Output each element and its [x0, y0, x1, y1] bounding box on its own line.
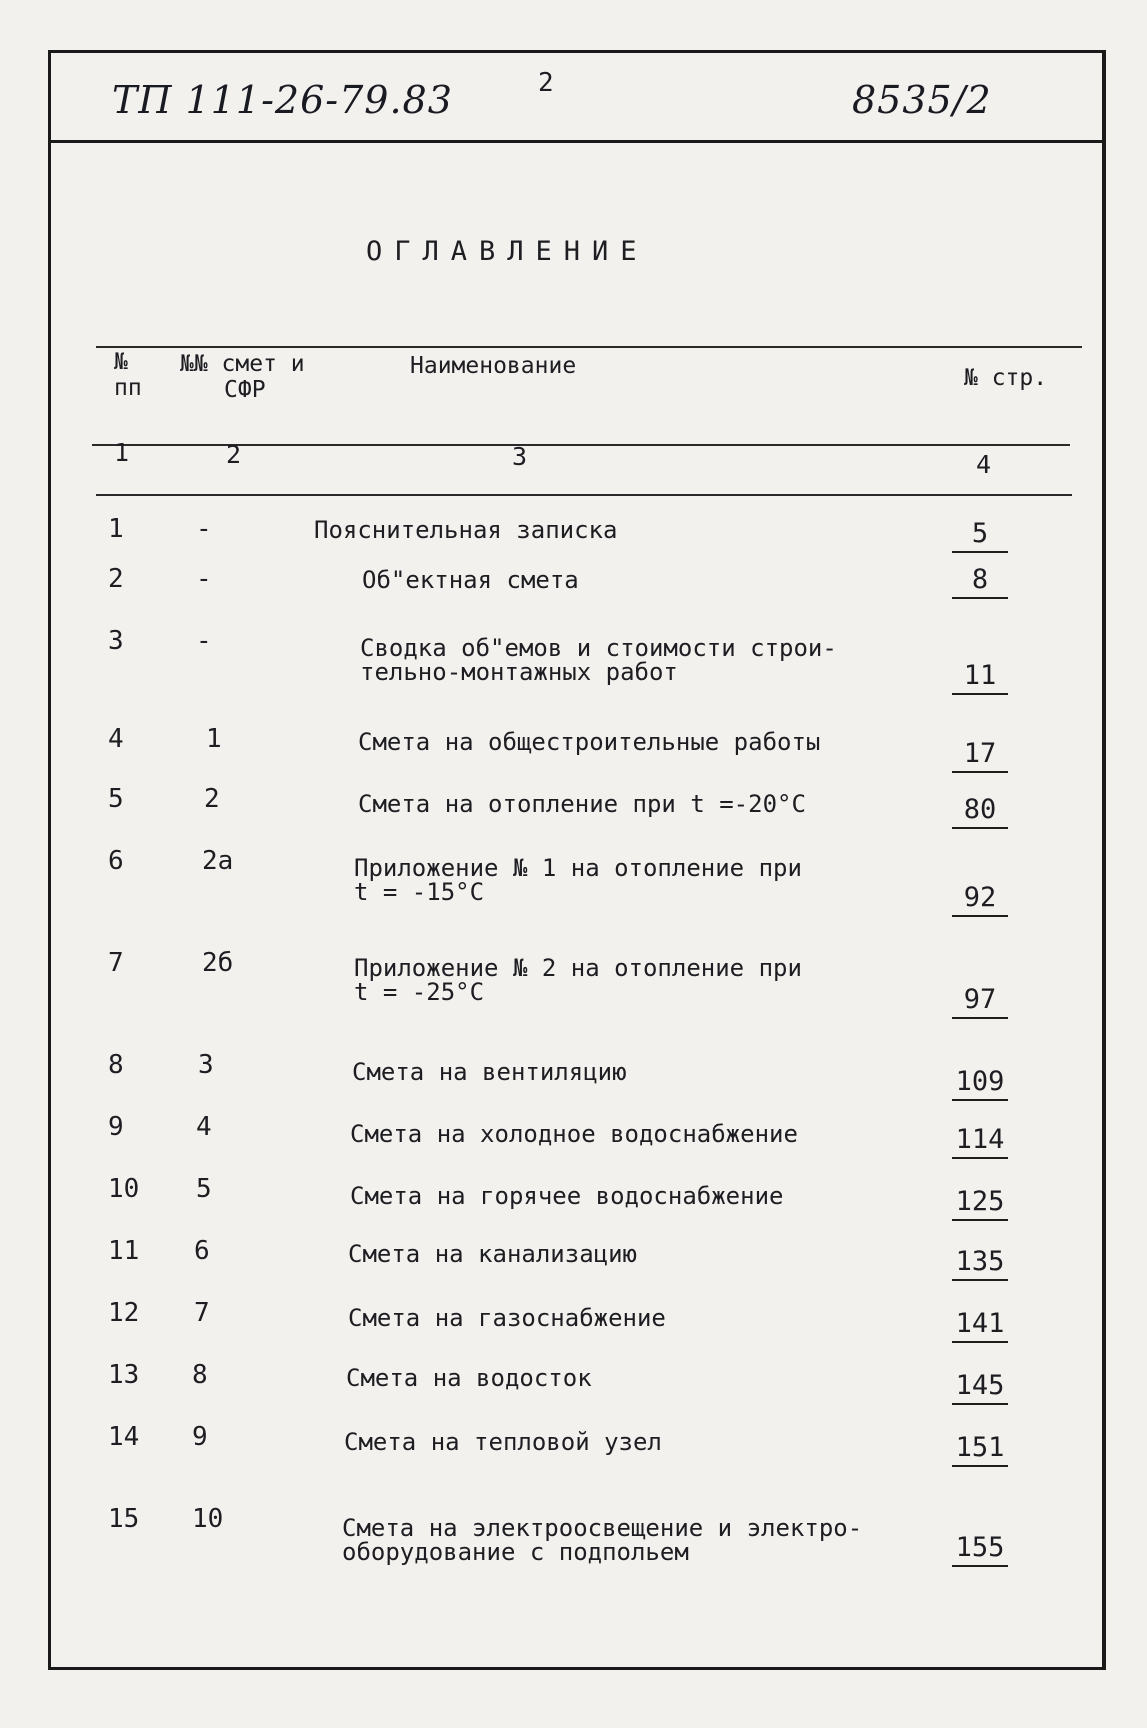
header-name: Наименование — [410, 353, 577, 379]
row-name: Смета на электроосвещение и электро- — [342, 1514, 863, 1542]
table-row — [0, 846, 1147, 913]
row-estimate: 2б — [202, 948, 234, 978]
column-index-3: 3 — [512, 442, 528, 471]
row-estimate: 2 — [204, 784, 220, 814]
table-row — [0, 1112, 1147, 1172]
row-page: 151 — [952, 1432, 1008, 1467]
row-page: 109 — [952, 1066, 1008, 1101]
row-name-continued: оборудование с подпольем — [342, 1538, 689, 1566]
row-number: 1 — [108, 514, 124, 544]
header-page: № стр. — [964, 365, 1048, 391]
row-name-continued: тельно-монтажных работ — [360, 658, 678, 686]
row-number: 10 — [108, 1174, 140, 1204]
row-page: 8 — [952, 564, 1008, 599]
table-row — [0, 564, 1147, 624]
table-row — [0, 1174, 1147, 1234]
row-name: Сводка об"емов и стоимости строи- — [360, 634, 837, 662]
row-name-continued: t = -15°C — [354, 878, 485, 906]
row-name: Приложение № 2 на отопление при — [354, 954, 802, 982]
table-row — [0, 1050, 1147, 1110]
row-name: Смета на холодное водоснабжение — [350, 1120, 798, 1148]
row-number: 13 — [108, 1360, 140, 1390]
table-row — [0, 784, 1147, 844]
row-page: 5 — [952, 518, 1008, 553]
row-page: 92 — [952, 882, 1008, 917]
row-page: 97 — [952, 984, 1008, 1019]
row-page: 135 — [952, 1246, 1008, 1281]
row-name: Смета на отопление при t =-20°C — [358, 790, 806, 818]
row-page: 141 — [952, 1308, 1008, 1343]
row-estimate: 10 — [192, 1504, 224, 1534]
table-row — [0, 626, 1147, 691]
row-page: 145 — [952, 1370, 1008, 1405]
row-name: Пояснительная записка — [314, 516, 618, 544]
row-number: 5 — [108, 784, 124, 814]
row-name: Приложение № 1 на отопление при — [354, 854, 802, 882]
row-estimate: 5 — [196, 1174, 212, 1204]
table-row — [0, 948, 1147, 1015]
row-number: 14 — [108, 1422, 140, 1452]
row-number: 12 — [108, 1298, 140, 1328]
header-num-line1: № — [114, 349, 128, 375]
page-number: 2 — [538, 68, 554, 98]
table-row — [0, 1236, 1147, 1296]
column-index-2: 2 — [226, 440, 242, 469]
row-estimate: - — [196, 626, 212, 656]
row-page: 17 — [952, 738, 1008, 773]
table-row — [0, 724, 1147, 784]
row-name-continued: t = -25°C — [354, 978, 485, 1006]
row-name: Смета на водосток — [346, 1364, 592, 1392]
row-estimate: 7 — [194, 1298, 210, 1328]
column-index-4: 4 — [976, 450, 992, 479]
row-number: 8 — [108, 1050, 124, 1080]
row-estimate: 2а — [202, 846, 234, 876]
row-name: Смета на горячее водоснабжение — [350, 1182, 784, 1210]
header-divider — [48, 140, 1106, 143]
row-page: 80 — [952, 794, 1008, 829]
row-name: Смета на газоснабжение — [348, 1304, 666, 1332]
table-row — [0, 1360, 1147, 1420]
row-estimate: 8 — [192, 1360, 208, 1390]
header-num-line2: пп — [114, 375, 142, 401]
header-estimate-line1: №№ смет и — [180, 351, 305, 377]
page-title: ОГЛАВЛЕНИЕ — [366, 236, 649, 267]
row-page: 125 — [952, 1186, 1008, 1221]
row-name: Смета на общестроительные работы — [358, 728, 821, 756]
row-name: Об"ектная смета — [362, 566, 579, 594]
row-number: 15 — [108, 1504, 140, 1534]
row-estimate: 3 — [198, 1050, 214, 1080]
row-number: 9 — [108, 1112, 124, 1142]
row-name: Смета на вентиляцию — [352, 1058, 627, 1086]
row-page: 155 — [952, 1532, 1008, 1567]
header-estimate-line2: СФР — [224, 377, 266, 403]
table-row — [0, 1504, 1147, 1564]
row-estimate: 9 — [192, 1422, 208, 1452]
row-estimate: - — [196, 564, 212, 594]
row-estimate: 6 — [194, 1236, 210, 1266]
sheet-code: 8535/2 — [852, 78, 992, 122]
row-number: 4 — [108, 724, 124, 754]
row-page: 114 — [952, 1124, 1008, 1159]
row-number: 2 — [108, 564, 124, 594]
row-estimate: 1 — [206, 724, 222, 754]
row-page: 11 — [952, 660, 1008, 695]
table-row — [0, 1422, 1147, 1482]
header-bottom-rule — [96, 494, 1072, 496]
row-number: 7 — [108, 948, 124, 978]
row-estimate: - — [196, 514, 212, 544]
row-estimate: 4 — [196, 1112, 212, 1142]
row-name: Смета на тепловой узел — [344, 1428, 662, 1456]
row-number: 3 — [108, 626, 124, 656]
row-number: 6 — [108, 846, 124, 876]
column-index-1: 1 — [114, 438, 130, 467]
row-name: Смета на канализацию — [348, 1240, 637, 1268]
row-number: 11 — [108, 1236, 140, 1266]
table-top-rule — [96, 346, 1082, 348]
table-row — [0, 1298, 1147, 1358]
document-code: ТП 111-26-79.83 — [112, 78, 453, 122]
